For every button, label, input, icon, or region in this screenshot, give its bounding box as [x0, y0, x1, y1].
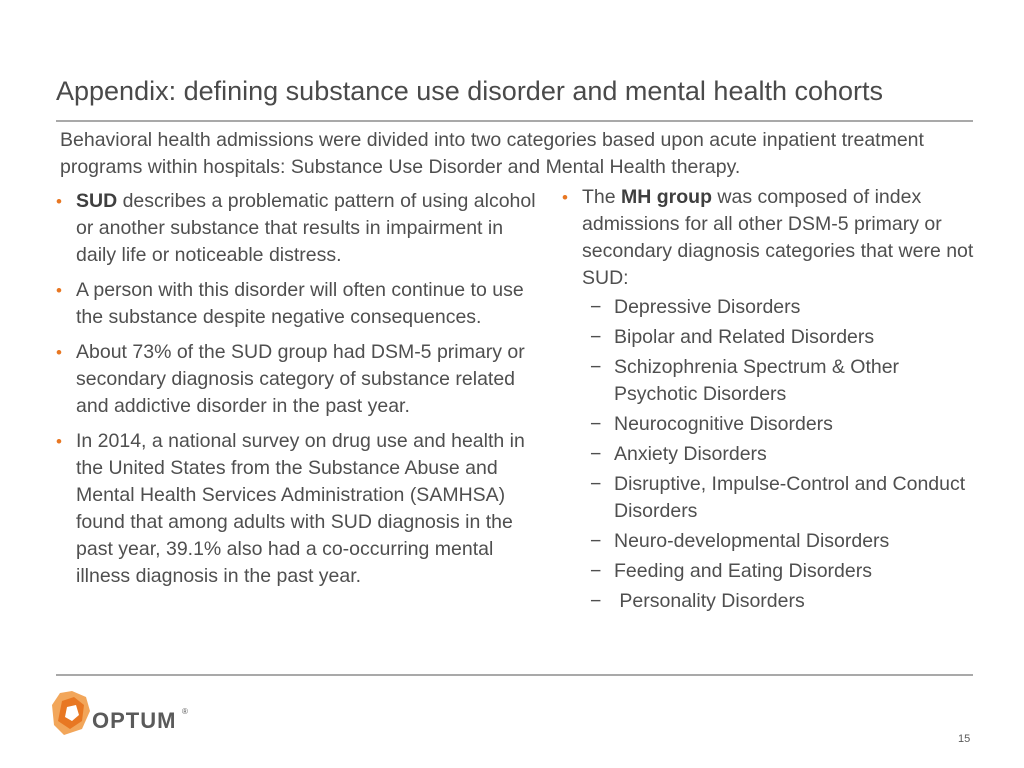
sud-column	[56, 188, 546, 598]
footer-divider	[56, 674, 973, 676]
mh-category-list	[562, 294, 974, 615]
optum-mark-icon	[52, 691, 92, 737]
list-item	[562, 324, 974, 351]
category-label: Anxiety Disorders	[614, 443, 767, 465]
list-item	[562, 471, 974, 525]
list-item	[562, 558, 974, 585]
dash-icon: −	[590, 473, 602, 495]
bullet-dot-icon: •	[56, 432, 62, 451]
sud-bullet-dsm5	[56, 339, 546, 420]
dash-icon: −	[590, 590, 602, 612]
category-label: Depressive Disorders	[614, 296, 801, 318]
dash-icon: −	[590, 413, 602, 435]
list-item	[562, 294, 974, 321]
logo-wordmark: OPTUM	[92, 708, 177, 733]
registered-mark: ®	[182, 707, 188, 716]
category-label: Schizophrenia Spectrum & Other Psychotic Disorders	[614, 356, 900, 405]
mh-bullet	[562, 184, 974, 292]
category-label: Personality Disorders	[614, 590, 805, 612]
title-divider	[56, 120, 973, 122]
category-label: Neurocognitive Disorders	[614, 413, 833, 435]
sud-bullet-survey	[56, 428, 546, 590]
list-item	[562, 411, 974, 438]
category-label: Disruptive, Impulse-Control and Conduct Disorders	[614, 473, 966, 522]
bullet-text: A person with this disorder will often continue to use the substance despite negative consequences.	[76, 279, 524, 328]
list-item	[562, 588, 974, 615]
dash-icon: −	[590, 443, 602, 465]
page-number: 15	[958, 733, 971, 745]
bullet-dot-icon: •	[56, 281, 62, 300]
bullet-dot-icon: •	[56, 343, 62, 362]
intro-text: Behavioral health admissions were divided into two categories based upon acute inpatient treatment programs within hospitals: Substance Use Disorder and Mental Health therapy.	[60, 129, 924, 178]
dash-icon: −	[590, 296, 602, 318]
dash-icon: −	[590, 530, 602, 552]
category-label: Bipolar and Related Disorders	[614, 326, 875, 348]
sud-bullet-definition	[56, 188, 546, 269]
list-item	[562, 354, 974, 408]
dash-icon: −	[590, 560, 602, 582]
bullet-dot-icon: •	[562, 188, 568, 207]
dash-icon: −	[590, 356, 602, 378]
mh-term: MH group	[621, 186, 713, 208]
list-item	[562, 528, 974, 555]
sud-definition-text: describes a problematic pattern of using alcohol or another substance that results in impairment in daily life or noticeable distress.	[76, 190, 536, 266]
list-item	[562, 441, 974, 468]
category-label: Neuro-developmental Disorders	[614, 530, 890, 552]
bullet-dot-icon: •	[56, 192, 62, 211]
optum-logo	[52, 691, 192, 737]
bullet-text: In 2014, a national survey on drug use and health in the United States from the Substance Abuse and Mental Health Services Administration (SAMHSA) found that among adults with SUD diagnosis in the past year, 39.1% also had a co-occurring mental illness diagnosis in the past year.	[76, 430, 525, 587]
bullet-text: About 73% of the SUD group had DSM-5 primary or secondary diagnosis category of substance related and addictive disorder in the past year.	[76, 341, 525, 417]
sud-term: SUD	[76, 190, 118, 212]
mh-definition-text: was composed of index admissions for all other DSM-5 primary or secondary diagnosis categories that were not SUD:	[582, 186, 974, 289]
mh-prefix: The	[582, 186, 622, 208]
slide-title: Appendix: defining substance use disorder and mental health cohorts	[56, 76, 884, 106]
sud-bullet-consequences	[56, 277, 546, 331]
dash-icon: −	[590, 326, 602, 348]
mh-column	[562, 184, 974, 618]
category-label: Feeding and Eating Disorders	[614, 560, 872, 582]
